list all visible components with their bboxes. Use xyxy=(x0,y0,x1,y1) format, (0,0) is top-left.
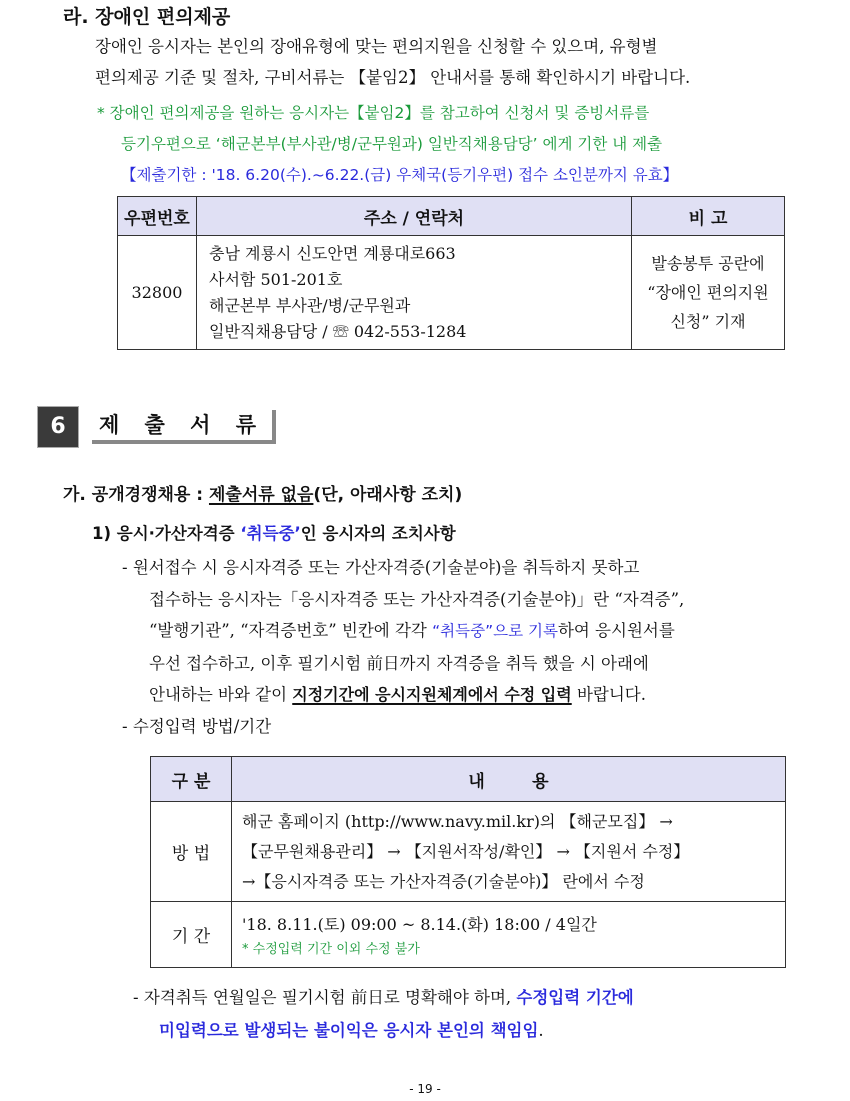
subheading-suffix: 인 응시자의 조치사항 xyxy=(300,524,456,543)
bold-underlined: 지정기간에 응시지원체계에서 수정 입력 xyxy=(292,685,572,704)
remark-line: 발송봉투 공란에 xyxy=(651,254,765,273)
paragraph-line xyxy=(122,679,792,711)
footer-blue: 수정입력 기간에 xyxy=(516,988,634,1007)
remark-cell xyxy=(632,236,785,350)
paragraph-line: 접수하는 응시자는「응시자격증 또는 가산자격증(기술분야)」란 “자격증”, xyxy=(149,589,685,609)
note-deadline: 【제출기한 : '18. 6.20(수).~6.22.(금) 우체국(등기우편) 접수 소인분까지 유효】 xyxy=(121,166,679,184)
table-header-zip: 우편번호 xyxy=(118,197,197,236)
certificate-paragraph xyxy=(122,552,792,742)
note-line: 등기우편으로 ‘해군본부(부사관/병/군무원과) 일반직채용담당’ 에게 기한 내 제출 xyxy=(121,135,663,153)
section-heading-ra: 라. 장애인 편의제공 xyxy=(63,6,231,28)
method-line: 【군무원채용관리】 → 【지원서작성/확인】 → 【지원서 수정】 xyxy=(242,841,690,861)
subheading-certificate xyxy=(92,520,456,544)
method-line: 해군 홈페이지 (http://www.navy.mil.kr)의 【해군모집】 → xyxy=(242,811,673,831)
table-header-address: 주소 / 연락처 xyxy=(197,197,632,236)
disability-note xyxy=(97,98,678,191)
remark-line: 신청” 기재 xyxy=(670,312,746,331)
period-line: '18. 8.11.(토) 09:00 ~ 8.14.(화) 18:00 / 4일간 xyxy=(242,914,597,934)
paragraph-line xyxy=(122,615,792,648)
heading-prefix: 가. 공개경쟁채용 : xyxy=(63,485,209,505)
text-segment: - 자격취득 연월일은 필기시험 前日로 명확해야 하며, xyxy=(133,988,517,1007)
text-segment: 안내하는 바와 같이 xyxy=(149,685,293,704)
address-line: 해군본부 부사관/병/군무원과 xyxy=(209,295,411,315)
footer-line xyxy=(133,1014,793,1047)
note-line: * 장애인 편의제공을 원하는 응시자는【붙임2】를 참고하여 신청서 및 증빙서류를 xyxy=(97,104,650,122)
section-heading-ga xyxy=(63,480,462,505)
text-segment: . xyxy=(538,1021,544,1040)
paragraph-disability xyxy=(95,31,690,93)
section-title: 제 출 서 류 xyxy=(92,410,276,444)
section-number-badge: 6 xyxy=(37,406,79,448)
paragraph-line: - 수정입력 방법/기간 xyxy=(122,716,272,736)
mailing-address-table xyxy=(117,196,785,350)
table-header-content: 내 용 xyxy=(232,757,786,802)
highlight-blue: “취득중”으로 기록 xyxy=(432,622,558,640)
paragraph-line: 우선 접수하고, 이후 필기시험 前日까지 자격증을 취득 했을 시 아래에 xyxy=(149,653,649,673)
heading-suffix: (단, 아래사항 조치) xyxy=(313,485,463,505)
period-label: 기 간 xyxy=(151,902,232,968)
address-cell xyxy=(197,236,632,350)
zip-code-cell: 32800 xyxy=(118,236,197,350)
page-number: - 19 - xyxy=(409,1082,441,1096)
text-segment: 바랍니다. xyxy=(571,685,646,704)
footer-note xyxy=(133,981,793,1047)
table-header-category: 구 분 xyxy=(151,757,232,802)
address-line: 사서함 501-201호 xyxy=(209,269,343,289)
text-segment: “발행기관”, “자격증번호” 빈칸에 각각 xyxy=(149,621,433,640)
table-header-remark: 비 고 xyxy=(632,197,785,236)
paragraph-line: - 원서접수 시 응시자격증 또는 가산자격증(기술분야)을 취득하지 못하고 xyxy=(122,558,640,577)
edit-input-table xyxy=(150,756,786,968)
paragraph-line: 편의제공 기준 및 절차, 구비서류는 【붙임2】 안내서를 통해 확인하시기 바랍니다. xyxy=(95,68,691,87)
footer-line xyxy=(133,981,793,1014)
method-cell xyxy=(232,802,786,902)
remark-line: “장애인 편의지원 xyxy=(647,283,769,302)
subheading-prefix: 1) 응시·가산자격증 xyxy=(92,524,241,543)
period-note: * 수정입력 기간 이외 수정 불가 xyxy=(242,941,420,957)
subheading-blue: ‘취득중’ xyxy=(240,524,301,543)
method-line: →【응시자격증 또는 가산자격증(기술분야)】 란에서 수정 xyxy=(242,871,645,891)
address-line: 일반직채용담당 / ☏ 042-553-1284 xyxy=(209,321,467,341)
method-label: 방 법 xyxy=(151,802,232,902)
paragraph-line: 장애인 응시자는 본인의 장애유형에 맞는 편의지원을 신청할 수 있으며, 유형별 xyxy=(95,37,658,56)
heading-underlined: 제출서류 없음 xyxy=(208,485,314,505)
period-cell xyxy=(232,902,786,968)
footer-blue: 미입력으로 발생되는 불이익은 응시자 본인의 책임임 xyxy=(159,1021,539,1040)
address-line: 충남 계룡시 신도안면 계룡대로663 xyxy=(209,243,456,263)
text-segment: 하여 응시원서를 xyxy=(557,621,675,640)
